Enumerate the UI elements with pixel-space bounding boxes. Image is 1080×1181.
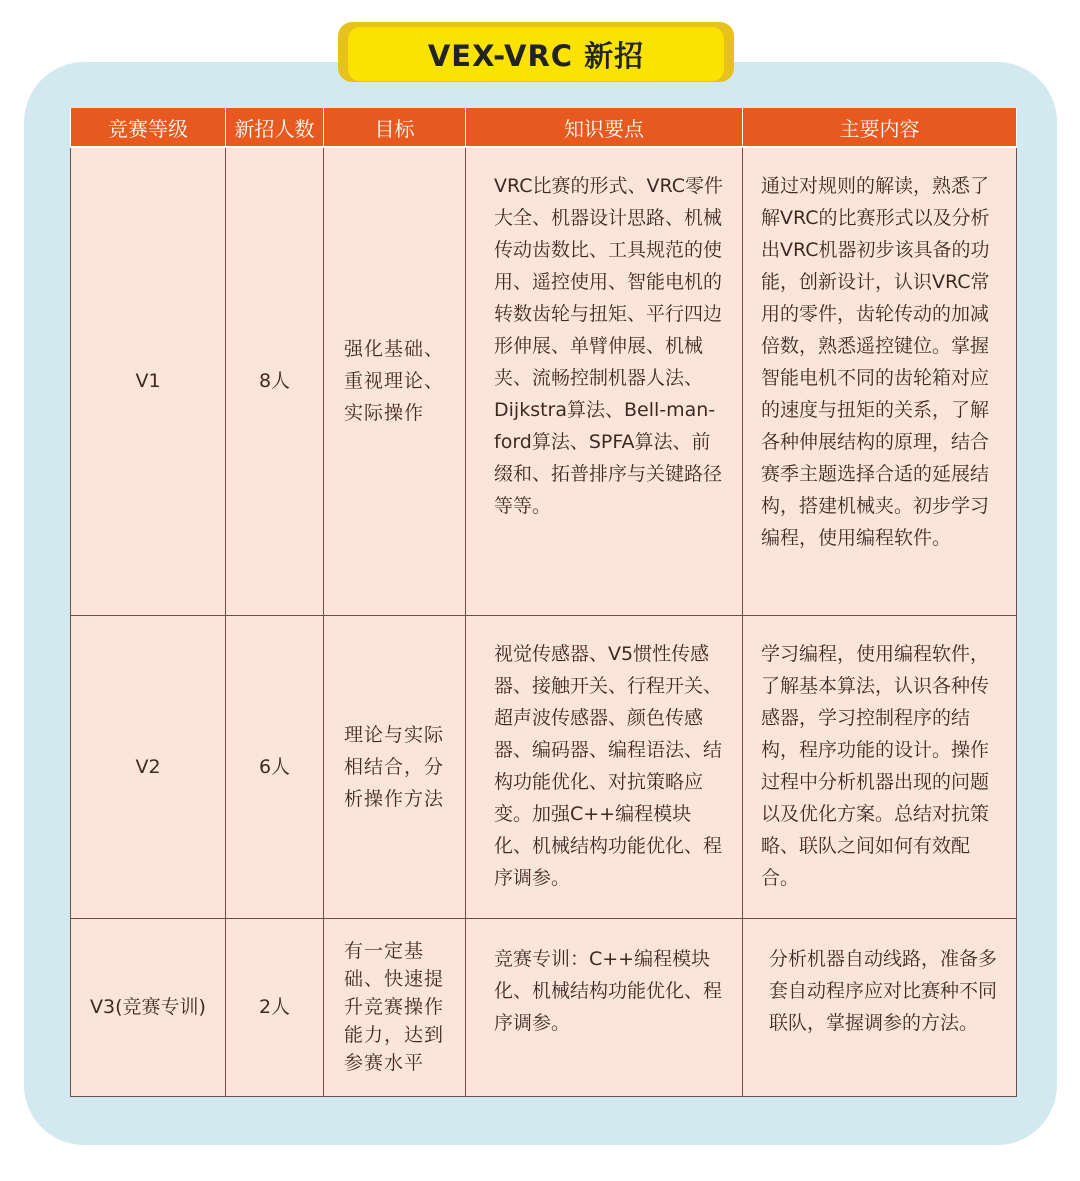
goal-cell: 理论与实际相结合，分析操作方法 (324, 615, 466, 918)
header-level: 竞赛等级 (71, 108, 226, 147)
count-cell: 6人 (226, 615, 324, 918)
knowledge-cell: 竞赛专训：C++编程模块化、机械结构功能优化、程序调参。 (466, 918, 743, 1096)
table-row (71, 147, 1017, 615)
table-row (71, 615, 1017, 918)
level-cell: V3(竞赛专训) (71, 918, 226, 1096)
page-title: VEX-VRC 新招 (348, 27, 724, 81)
header-content: 主要内容 (743, 108, 1017, 147)
level-cell: V1 (71, 147, 226, 615)
knowledge-cell: 视觉传感器、V5惯性传感器、接触开关、行程开关、超声波传感器、颜色传感器、编码器、编程语法、结构功能优化、对抗策略应变。加强C++编程模块化、机械结构功能优化、程序调参。 (466, 615, 743, 918)
goal-cell: 强化基础、重视理论、实际操作 (324, 147, 466, 615)
count-cell: 2人 (226, 918, 324, 1096)
content-cell: 通过对规则的解读，熟悉了解VRC的比赛形式以及分析出VRC机器初步该具备的功能，创新设计，认识VRC常用的零件，齿轮传动的加减倍数，熟悉遥控键位。掌握智能电机不同的齿轮箱对应的速度与扭矩的关系，了解各种伸展结构的原理，结合赛季主题选择合适的延展结构，搭建机械夹。初步学习编程，使用编程软件。 (743, 147, 1017, 615)
level-cell: V2 (71, 615, 226, 918)
content-cell: 学习编程，使用编程软件，了解基本算法，认识各种传感器，学习控制程序的结构，程序功能的设计。操作过程中分析机器出现的问题以及优化方案。总结对抗策略、联队之间如何有效配合。 (743, 615, 1017, 918)
table-row (71, 918, 1017, 1096)
knowledge-cell: VRC比赛的形式、VRC零件大全、机器设计思路、机械传动齿数比、工具规范的使用、遥控使用、智能电机的转数齿轮与扭矩、平行四边形伸展、单臂伸展、机械夹、流畅控制机器人法、Dijkstra算法、Bell-man-ford算法、SPFA算法、前缀和、拓普排序与关键路径等等。 (466, 147, 743, 615)
content-cell: 分析机器自动线路，准备多套自动程序应对比赛种不同联队，掌握调参的方法。 (743, 918, 1017, 1096)
table-header-row (71, 108, 1017, 147)
header-goal: 目标 (324, 108, 466, 147)
header-count: 新招人数 (226, 108, 324, 147)
header-knowledge: 知识要点 (466, 108, 743, 147)
recruitment-table (70, 108, 1017, 1097)
goal-cell: 有一定基础、快速提升竞赛操作能力，达到参赛水平 (324, 918, 466, 1096)
count-cell: 8人 (226, 147, 324, 615)
